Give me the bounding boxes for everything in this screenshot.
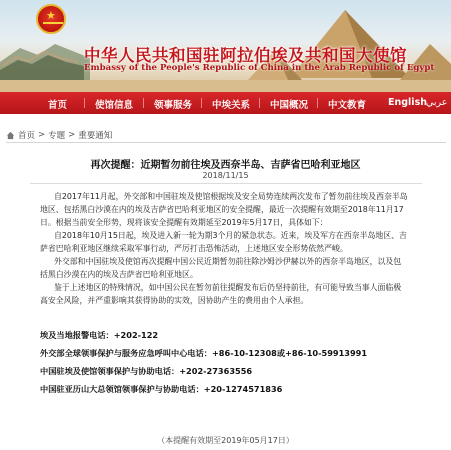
main-nav	[0, 92, 451, 114]
article-title: 再次提醒：近期暂勿前往埃及西奈半岛、吉萨省巴哈利亚地区	[90, 160, 361, 171]
nav-item-embassy-info[interactable]: 使馆信息	[95, 100, 134, 111]
nav-item-china-egypt-relations[interactable]: 中埃关系	[212, 100, 251, 111]
nav-divider	[143, 98, 144, 108]
nav-divider	[84, 98, 85, 108]
article-date: 2018/11/15	[202, 171, 249, 180]
article-paragraph-2	[40, 229, 412, 255]
breadcrumb-notices[interactable]: 重要通知	[78, 131, 113, 141]
paragraph-line: 自2018年10月15日起，埃及进入新一轮为期3个月的紧急状态。近来，埃及军方在西奈半岛地区、吉	[54, 231, 407, 240]
article-paragraph-3	[40, 255, 412, 281]
contact-alexandria-consulate: 中国驻亚历山大总领馆领事保护与协助电话：+20-1274571836	[40, 384, 283, 394]
site-title-en: Embassy of the People's Republic of China in the Arab Republic of Egypt	[84, 63, 435, 73]
nav-item-chinese-education[interactable]: 中文教育	[328, 100, 367, 111]
article-paragraph-1	[40, 190, 412, 229]
paragraph-line: 高安全风险，并严重影响其获得协助的实效，因协助产生的费用由个人承担。	[40, 296, 309, 305]
breadcrumb-separator: >	[38, 130, 46, 140]
nav-item-arabic[interactable]: عربي	[426, 97, 448, 108]
contact-local-police: 埃及当地报警电话：+202-122	[40, 330, 159, 340]
header-banner	[0, 0, 451, 92]
title-divider	[30, 183, 422, 184]
site-title-cn: 中华人民共和国驻阿拉伯埃及共和国大使馆	[84, 46, 407, 65]
nav-item-english[interactable]: English	[388, 97, 427, 108]
nav-divider	[317, 98, 318, 108]
paragraph-line: 自2017年11月起，外交部和中国驻埃及使馆根据埃及安全局势连续两次发布了暂勿前往埃及西奈半岛	[54, 192, 408, 201]
breadcrumb	[6, 129, 112, 141]
breadcrumb-separator: >	[68, 130, 76, 140]
home-icon[interactable]	[6, 131, 15, 140]
breadcrumb-home[interactable]: 首页	[18, 131, 36, 141]
national-emblem-icon[interactable]: ★	[36, 4, 66, 34]
nav-divider	[201, 98, 202, 108]
nav-item-china-overview[interactable]: 中国概况	[270, 100, 309, 111]
contact-embassy-protection: 中国驻埃及使馆领事保护与协助电话：+202-27363556	[40, 366, 253, 376]
nav-divider	[259, 98, 260, 108]
article-paragraph-4	[40, 281, 412, 307]
nav-item-home[interactable]: 首页	[48, 100, 68, 111]
paragraph-line: 日。根据当前安全形势，现将该安全提醒有效期延至2019年5月17日，具体如下：	[40, 218, 328, 227]
contact-mfa-hotline: 外交部全球领事保护与服务应急呼叫中心电话：+86-10-12308或+86-10-59913991	[40, 348, 368, 358]
paragraph-line: 地区、包括黑白沙漠在内的埃及吉萨省巴哈利亚地区的安全提醒，最近一次提醒有效期至2018年11月17	[40, 205, 404, 214]
paragraph-line: 括黑白沙漠在内的埃及吉萨省巴哈利亚地区。	[40, 270, 198, 279]
nav-item-consular-service[interactable]: 领事服务	[154, 100, 193, 111]
paragraph-line: 鉴于上述地区的特殊情况，如中国公民在暂勿前往提醒发布后仍坚持前往，有可能导致当事人面临极	[54, 283, 402, 292]
validity-note: （本提醒有效期至2019年05月17日）	[157, 436, 294, 445]
breadcrumb-divider	[6, 142, 446, 143]
paragraph-line: 萨省巴哈利亚地区继续采取军事行动，严厉打击恐怖活动，上述地区安全形势依然严峻。	[40, 244, 348, 253]
breadcrumb-topics[interactable]: 专题	[48, 131, 66, 141]
paragraph-line: 外交部和中国驻埃及使馆再次提醒中国公民近期暂勿前往除沙姆沙伊赫以外的西奈半岛地区，以及包	[54, 257, 402, 266]
